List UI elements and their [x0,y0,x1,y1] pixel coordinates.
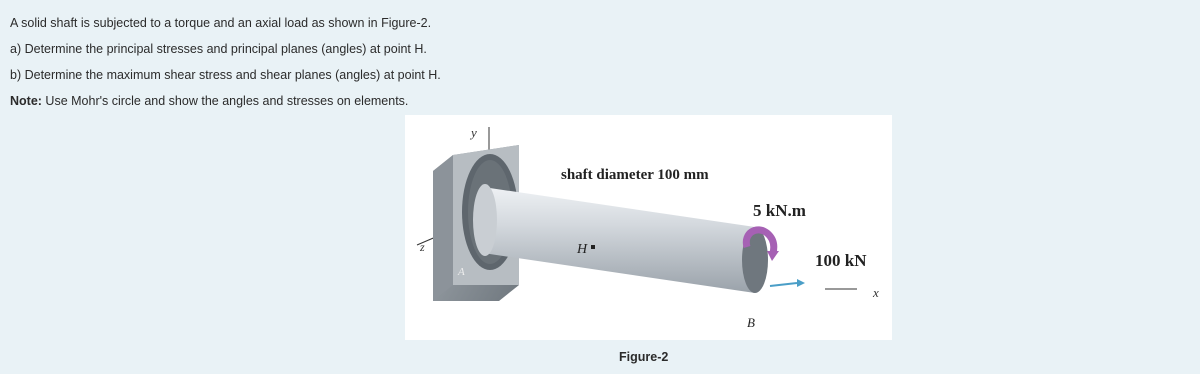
part-a-question: a) Determine the principal stresses and principal planes (angles) at point H. [10,42,427,56]
point-h-label: H [577,242,588,257]
note-label: Note: [10,94,42,108]
z-axis-label: z [420,240,425,254]
point-h-marker [591,245,595,249]
force-label: 100 kN [815,251,867,270]
part-b-question: b) Determine the maximum shear stress and shear planes (angles) at point H. [10,68,441,82]
note-line [10,93,408,109]
shaft [483,187,755,293]
problem-statement: A solid shaft is subjected to a torque and an axial load as shown in Figure-2. [10,16,432,30]
figure-caption: Figure-2 [619,350,669,364]
x-axis-label: x [873,285,879,300]
point-a-label: A [458,266,465,278]
shaft-diameter-label: shaft diameter 100 mm [561,167,709,183]
torque-label: 5 kN.m [753,201,806,220]
force-arrow [770,283,797,286]
note-text: Use Mohr's circle and show the angles and stresses on elements. [41,94,409,108]
point-b-label: B [747,315,755,330]
shaft-figure [405,115,892,340]
y-axis-label: y [471,125,477,140]
